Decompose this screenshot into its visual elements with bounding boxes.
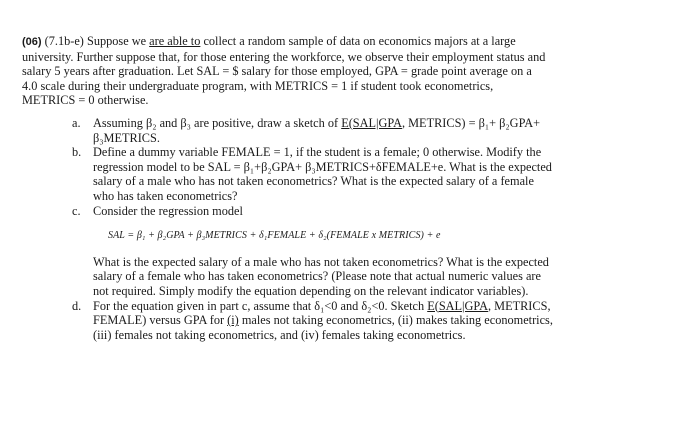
part-b (72, 145, 555, 203)
part-d-expectation: E(SAL|GPA (427, 298, 488, 313)
part-c (72, 203, 555, 299)
part-a-text-end: , METRICS) = β₁+ β₂GPA+ β₃METRICS. (93, 116, 541, 145)
part-b-text: Define a dummy variable FEMALE = 1, if the student is a female; 0 otherwise. Modify the regression model to be SAL = β₁+β₂GPA+ β₃METRICS+δFEMALE+e. What is the expected salary of a male who has not taken econometrics? What is the expected salary of a female who has taken econometrics? (93, 145, 552, 203)
part-c-text: Consider the regression model (93, 203, 243, 218)
part-d-item-i: (i) (227, 313, 239, 328)
part-d-text-middle: , METRICS, FEMALE) versus GPA for (93, 298, 551, 328)
part-d-letter: d. (72, 298, 82, 313)
question-intro (22, 34, 547, 108)
intro-underlined-phrase: are able to (149, 34, 201, 48)
question-number: (06) (22, 36, 42, 48)
intro-text-start: Suppose we (86, 34, 150, 48)
question-code: (7.1b-e) (44, 34, 84, 48)
part-a (72, 116, 555, 145)
question-parts (72, 116, 555, 342)
part-b-letter: b. (72, 145, 82, 160)
part-a-text-start: Assuming β₂ and β₃ are positive, draw a sketch of (93, 116, 342, 130)
part-d-text-start: For the equation given in part c, assume that δ₁<0 and δ₂<0. Sketch (93, 298, 428, 313)
intro-text-rest: collect a random sample of data on economics majors at a large university. Further suppose that, for those entering the workforce, we observe their employment status and salary 5 years after graduation. Let SAL = $ salary for those employed, GPA = grade point average on a 4.0 scale during their undergraduate program, with METRICS = 1 if student took econometrics, METRICS = 0 otherwise. (22, 34, 546, 108)
part-d-text-end: males not taking econometrics, (ii) makes taking econometrics, (iii) females not taking econometrics, and (iv) females taking econometrics. (93, 313, 553, 342)
part-a-expectation: E(SAL|GPA (341, 116, 402, 130)
part-c-letter: c. (72, 203, 81, 218)
part-c-equation: SAL = β₁ + β₂GPA + β₃METRICS + δ₁FEMALE + δ₂(FEMALE x METRICS) + e (108, 230, 441, 242)
part-a-letter: a. (72, 116, 81, 130)
part-c-question: What is the expected salary of a male who has not taken econometrics? What is the expected salary of a female who has taken econometrics? (Please note that actual numeric values are not required. Simply modify the equation depending on the relevant indicator variables). (93, 254, 549, 298)
part-d (72, 298, 555, 343)
